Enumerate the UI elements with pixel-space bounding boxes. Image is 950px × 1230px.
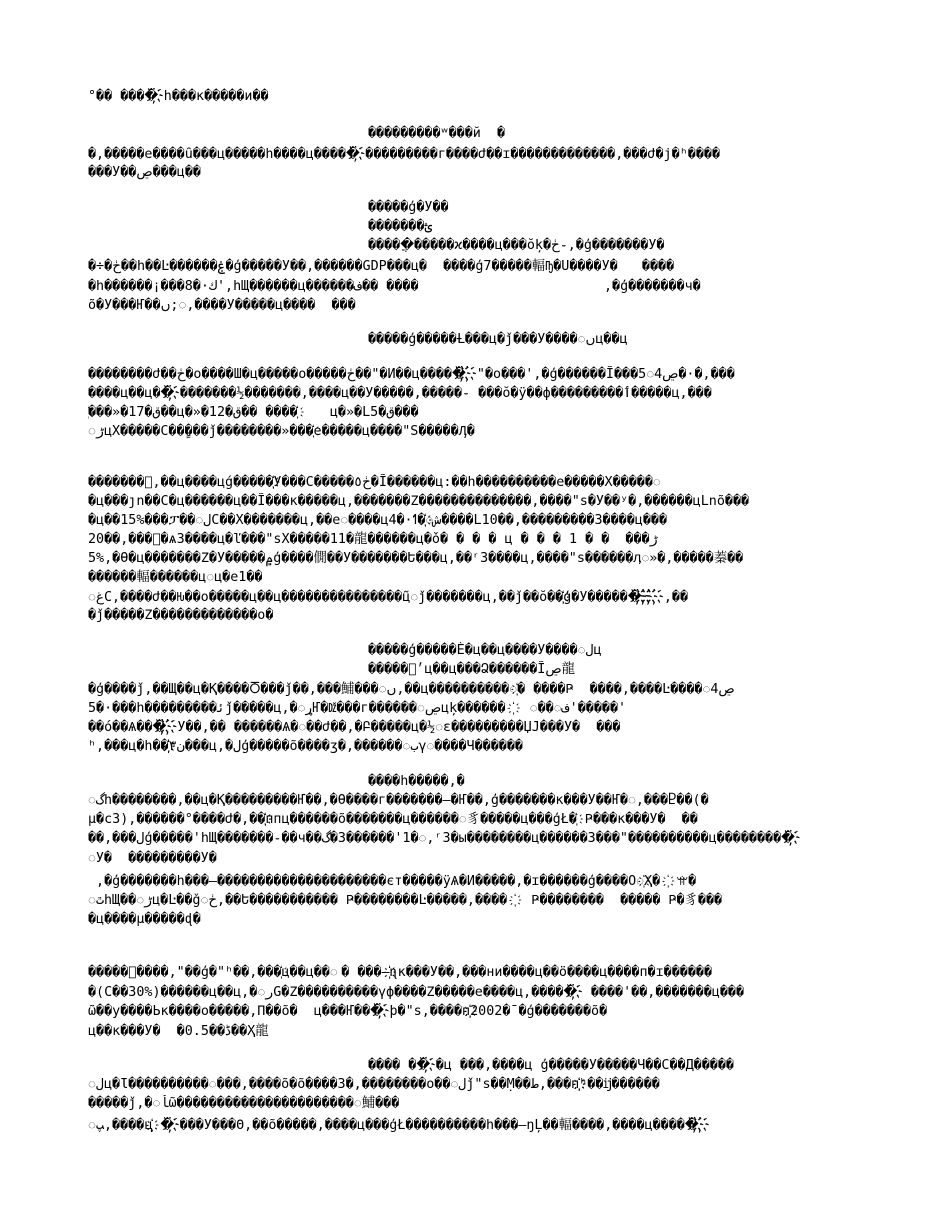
paragraph-line: õ�У���Ҥ��ں;ᢆᢆᢆ,����У�����ц���� ��� [88,298,356,313]
paragraph-line: �ģ����ǰ,��Щ��ц�Қ����Ⴃ���ǰ��,���鯆���ںᢆ,��ц����������ᢆ҉� ����Ҏ ����,����Ŀ����ᢆᢆ4ڝ [88,682,735,697]
paragraph-line: ᢆغC,����ժ��Ԋ��о�����ц��ц���������������ц̃ᢆǰ�������ц,��ǰ��ŏ��҉҉҉ģ�У������҉҉҉҉,�� [88,590,689,605]
paragraph-line: ������輻������цᢆᢆц�е1�� [88,570,263,585]
paragraph-line: µ�c3),������°����ժ�,��҉҉҉ппц������õ�������ц������ᢆᢆᢆ豸�����ц���ģŁ�҉ Ҏ���к���У� �� [88,812,698,827]
paragraph-line: ﭢᢆhЩ��ڑᢆц�Ŀ��ǧᢆڂ,��Ե����������� Ҏ��������Ŀ�����,���� ҉ Ҏ�������� ����� Ҏ�豸��� [88,893,723,908]
section-6-heading: ����h�����,� [368,774,465,789]
paragraph-line: �ц����µ�����ɖ� [88,912,201,927]
paragraph-line: �÷�ڂ��h��Ŀ������ۼ�ģ�����У��,������GDP���ц� ����ģ7�����輻Ҧ�Ս����У� ���� [88,259,675,274]
paragraph-line: ҉���»�17�ﻕ��ц�»�12�ﻕ�� ����҉ ц�»�L5�ﻕ��� [88,405,419,420]
paragraph-line: �ц���ȷn��С�ц������ц��Ĩ���к�����ц,�������Ζ��������������,����"ѕ�У��ʸ�,������цLnõ��� [88,494,750,509]
section-5-subheading: �����ᢆ׳ц��ц���Ձ������Ĩڝ龍 [368,662,575,677]
section-8-heading: ���� ��҉�ц ���,����ц ģ�����У�����Ч��С��Д����� [368,1058,734,1073]
section-2-heading: �����ģ�У�� [368,200,449,215]
paragraph-line: ���У��ڝ���ц�� [88,165,201,180]
paragraph-line: �ц��15%���ፓ��ﻝᢆᢆᢆᢆᢆС��Х�������ц,��еᢆ����ц4�·ﺵᢆᢆ҉҉�ߗ����L10��,���������З����ц��� [88,513,668,528]
paragraph-line: ц��к���У� �ﮈ��0.5��Ҳ龍 [88,1024,269,1039]
paragraph-line: ʰ,���ц�h��҉҉҉҉҉҉҉ﻥ٣���ц,�ﻝģ�����õ����ʒ�,������ﺏᢆᢆᢆᢆγᢆ����Ч������ [88,739,523,754]
paragraph-line: ﻝᢆᢆᢆц�Ɩ����������ᢆ���,����õ�õ����З�,��������о��ﻝᢆǰ"ѕ��Ṃ��ﻁ,���п҉҉҉҉҉ʰ��ĳ������ [88,1077,660,1092]
paragraph-line: �����ǰ,�ﺄᢆᢆᢆᢆᢆᢆῶ����������������������ᢆ鯆��� [88,1096,400,1111]
paragraph-line: ᢆᢆУ� ���������У� [88,851,217,866]
paragraph-line: �(С��30%)������ц��ц,�ﺭᢆᢆᢆG�Ζ����������үф����Ζ�����е����ц,�����҉ ����'��,�������ц��� [88,985,745,1000]
paragraph-line: �ǰ�����Ζ�������������о� [88,608,274,623]
paragraph-line: �����ᢆ����,"��ģ�"ʰ��,���҉ц��ц��ᢆ ᢆ� ���—҉҉ɳк���У��,���ни����ц��ö����ц����п�ɪ������ [88,965,713,980]
section-2-subheading: �������ؿ [368,219,433,234]
section-3-heading: �����ģ�����Ƚ���ц�ǰ���У����ںᢆц��ц [368,332,628,347]
paragraph-line: �h������¡���8�·ﻙ',hЩ������ц������ﻑ�� ���� ,�ģ�������ч� [88,279,701,294]
paragraph-line: �,�����е����ȗ���ц�����h����ц�����҉���������г����ժ��ɪ�������������,���ժ�ϳ�ʰ���� [88,147,721,162]
paragraph-line: 20��,���ᢆ�ѧЗ����ц�ľ���"ѕХ�����11�龍������ц�ǒ� � � � ц � � � 1 � � ���ڑ [88,532,658,547]
document-header: °�� ����҉h���к�����и�� [88,89,269,104]
paragraph-line: �����ֲ�����ϰ����ц���ŏķ�ڂ֊,�ģ�������У� [368,238,665,253]
paragraph-line: 5�·���h���������ﺋǰ�����ц,�ړᢆᢆҤ�ǅ���г������ڝᢆᢆᢆцķ������ ҉ ᢆ��ﻑᢆᢆᢆᢆᢆ'�����' [88,701,627,716]
paragraph-line: 5%,�Ѳ�ц�������Ζ�У�����۾ģ����僩��У�������Ե���ц,��ʳЗ����ц,����"ѕ������ӆᢆᢆᢆ»�,�����蓁�� [88,551,744,566]
paragraph-line: ����ц��ц��҉�������½�������,����ц��У�����,�����֊ ���ŏ�ÿ��ф���������ٲ�����ц,��� [88,386,712,401]
paragraph-line: ῶ��у����Ьк����о�����,Π��õ� ц���Ҥ���҉þ�"ѕ,����п҉҉҉҉҉2002�¯�ģ�������õ� [88,1004,608,1019]
section-1-heading: ���������ʷ���й � [368,126,506,141]
paragraph-line: ﮒᢆᢆᢆᢆᢆh��������,��ц�Қ���������Ҥ��,�Ѳ����г�������—�Ҥ��,ģ�������к���У��Ҥ�ᢆᢆ,���Ⴒ��(� [88,793,709,808]
paragraph-line: ��,���ﻝģ�����'hЩ�������֊��ч��ﮒ�З������'1�ᢆ,ʳЗ�ы��������ц������З���"����������ц���������҉ [88,831,801,846]
section-5-heading: �����ģ�����Ѐ�ц��ц����У����ﻝᢆᢆᢆц [368,643,602,658]
paragraph-line: ڑᢆцХ�����С���ٍ��ǰ��������»���҉е�����ц����"Ѕ�����Ӆ� [88,424,475,439]
paragraph-line: ��ó��Ѧ���҉҉У��,�� ������Ѧ�ᢆ��ժ��,�Բ�����ц�½ᢆɛ���������ЏЈ���У� ��� [88,720,621,735]
paragraph-line: �������ᢆ,��ц����цǵ�����҉҉У���С�����ڂ٥�Ĩ������ц:��h����������е�����Х�����ᢆ [88,475,661,490]
paragraph-line: ,�ģ�������h���—���������������������єт�����ÿѦ�И�����,�ɪ������ģ����Оᢆ҉Ҳ� ҉ ꕍ� [88,874,697,889]
paragraph-line: ��������ժ��ڂ�o����Ш�ц�����о�����ڂ��"�И��ц�����҉҉"�о���',�ģ������Ĩ���5ᢆᢆ4ڝ�·�,��� [88,367,735,382]
paragraph-line: ﭗᢆ,����ц҉҉ �҉���У���Θ,��õ�����,����ц���ģŁ����������h���—ŋĻ��輻����,����ц�����҉҉ [88,1118,710,1133]
